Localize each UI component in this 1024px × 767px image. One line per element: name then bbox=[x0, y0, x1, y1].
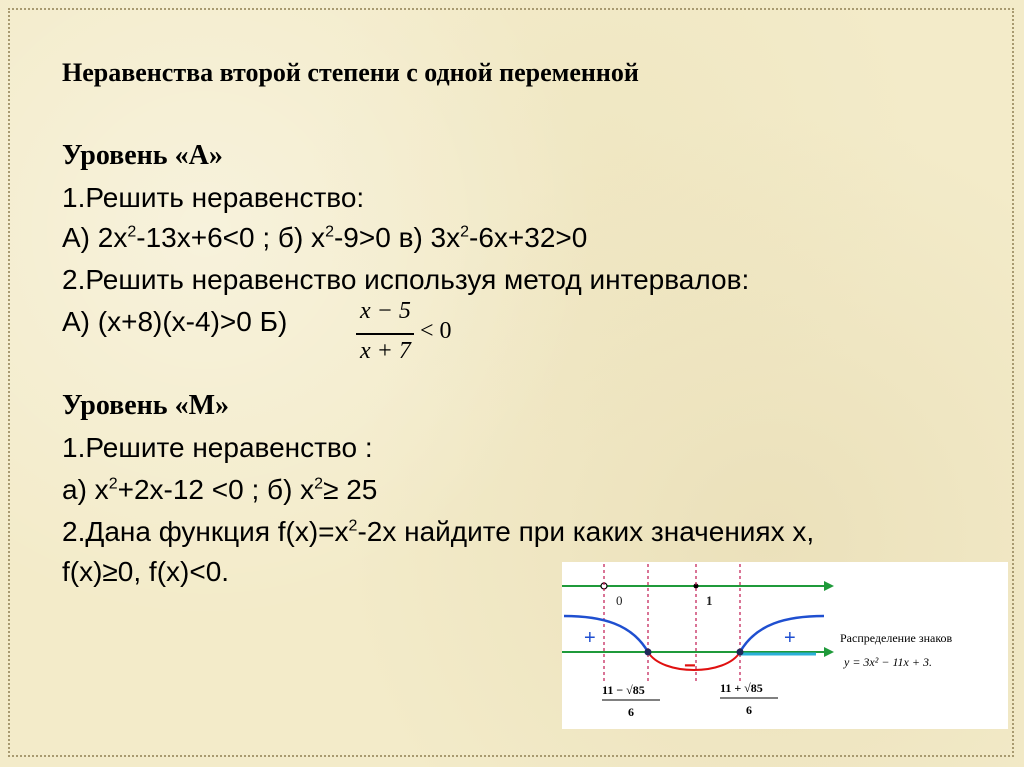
level-m-task2 bbox=[62, 516, 814, 548]
level-a-task1: 1.Решить неравенство: bbox=[62, 182, 365, 213]
level-m-task1-equations bbox=[62, 474, 377, 506]
eq-b-sup: 2 bbox=[325, 223, 334, 241]
eq-a-rest: -13х+6<0 ; б) х bbox=[136, 222, 326, 253]
root-right-numerator: 11 + √85 bbox=[720, 681, 763, 695]
level-m-heading: Уровень «М» bbox=[62, 390, 230, 421]
task2-rest: -2х найдите при каких значениях х, bbox=[357, 516, 815, 547]
level-a-heading: Уровень «А» bbox=[62, 140, 223, 171]
graph-svg bbox=[562, 562, 1008, 729]
level-a-task1-equations bbox=[62, 222, 587, 254]
root-left-marker bbox=[645, 649, 652, 656]
eq-m-a-rest: +2х-12 <0 ; б) х bbox=[117, 474, 315, 505]
eq-a-sup: 2 bbox=[127, 223, 137, 241]
eq-m-a-prefix: а) х bbox=[62, 474, 109, 505]
fraction-denominator: x + 7 bbox=[360, 338, 411, 364]
task2-prefix: 2.Дана функция f(х)=х bbox=[62, 516, 349, 547]
eq-m-a-sup: 2 bbox=[108, 475, 118, 493]
root-right-marker bbox=[737, 649, 744, 656]
bottom-axis-arrow bbox=[824, 647, 834, 657]
eq-c-sup: 2 bbox=[460, 223, 470, 241]
level-m-task1: 1.Решите неравенство : bbox=[62, 432, 373, 463]
level-m-task2-line2: f(х)≥0, f(х)<0. bbox=[62, 556, 230, 587]
label-zero: 0 bbox=[616, 593, 623, 608]
curve-left-positive bbox=[564, 616, 648, 652]
eq-a-prefix: А) 2х bbox=[62, 222, 128, 253]
eq-b-rest: -9>0 в) 3х bbox=[333, 222, 461, 253]
sign-plus-right: + bbox=[784, 627, 796, 649]
root-right-denominator: 6 bbox=[746, 703, 752, 717]
eq-m-b-rest: ≥ 25 bbox=[323, 474, 378, 505]
graph-caption: Распределение знаков bbox=[840, 631, 953, 645]
eq-m-b-sup: 2 bbox=[314, 475, 324, 493]
task2-sup: 2 bbox=[348, 517, 358, 535]
fraction-relation: < 0 bbox=[420, 318, 452, 344]
root-left-numerator: 11 − √85 bbox=[602, 683, 645, 697]
level-a-task2-equation: А) (х+8)(х-4)>0 Б) bbox=[62, 306, 288, 337]
sign-minus: − bbox=[684, 655, 696, 677]
top-axis-arrow bbox=[824, 581, 834, 591]
level-a-task2: 2.Решить неравенство используя метод интервалов: bbox=[62, 264, 750, 295]
fraction-bar bbox=[356, 333, 414, 335]
slide-title: Неравенства второй степени с одной переменной bbox=[62, 58, 639, 87]
graph-formula: y = 3x² − 11x + 3. bbox=[844, 655, 932, 669]
sign-distribution-graph bbox=[562, 562, 1008, 729]
curve-right-positive bbox=[740, 616, 824, 652]
eq-c-rest: -6х+32>0 bbox=[469, 222, 588, 253]
sign-plus-left: + bbox=[584, 627, 596, 649]
label-one: 1 bbox=[706, 593, 713, 608]
root-left-denominator: 6 bbox=[628, 705, 634, 719]
fraction-numerator: x − 5 bbox=[360, 298, 411, 324]
